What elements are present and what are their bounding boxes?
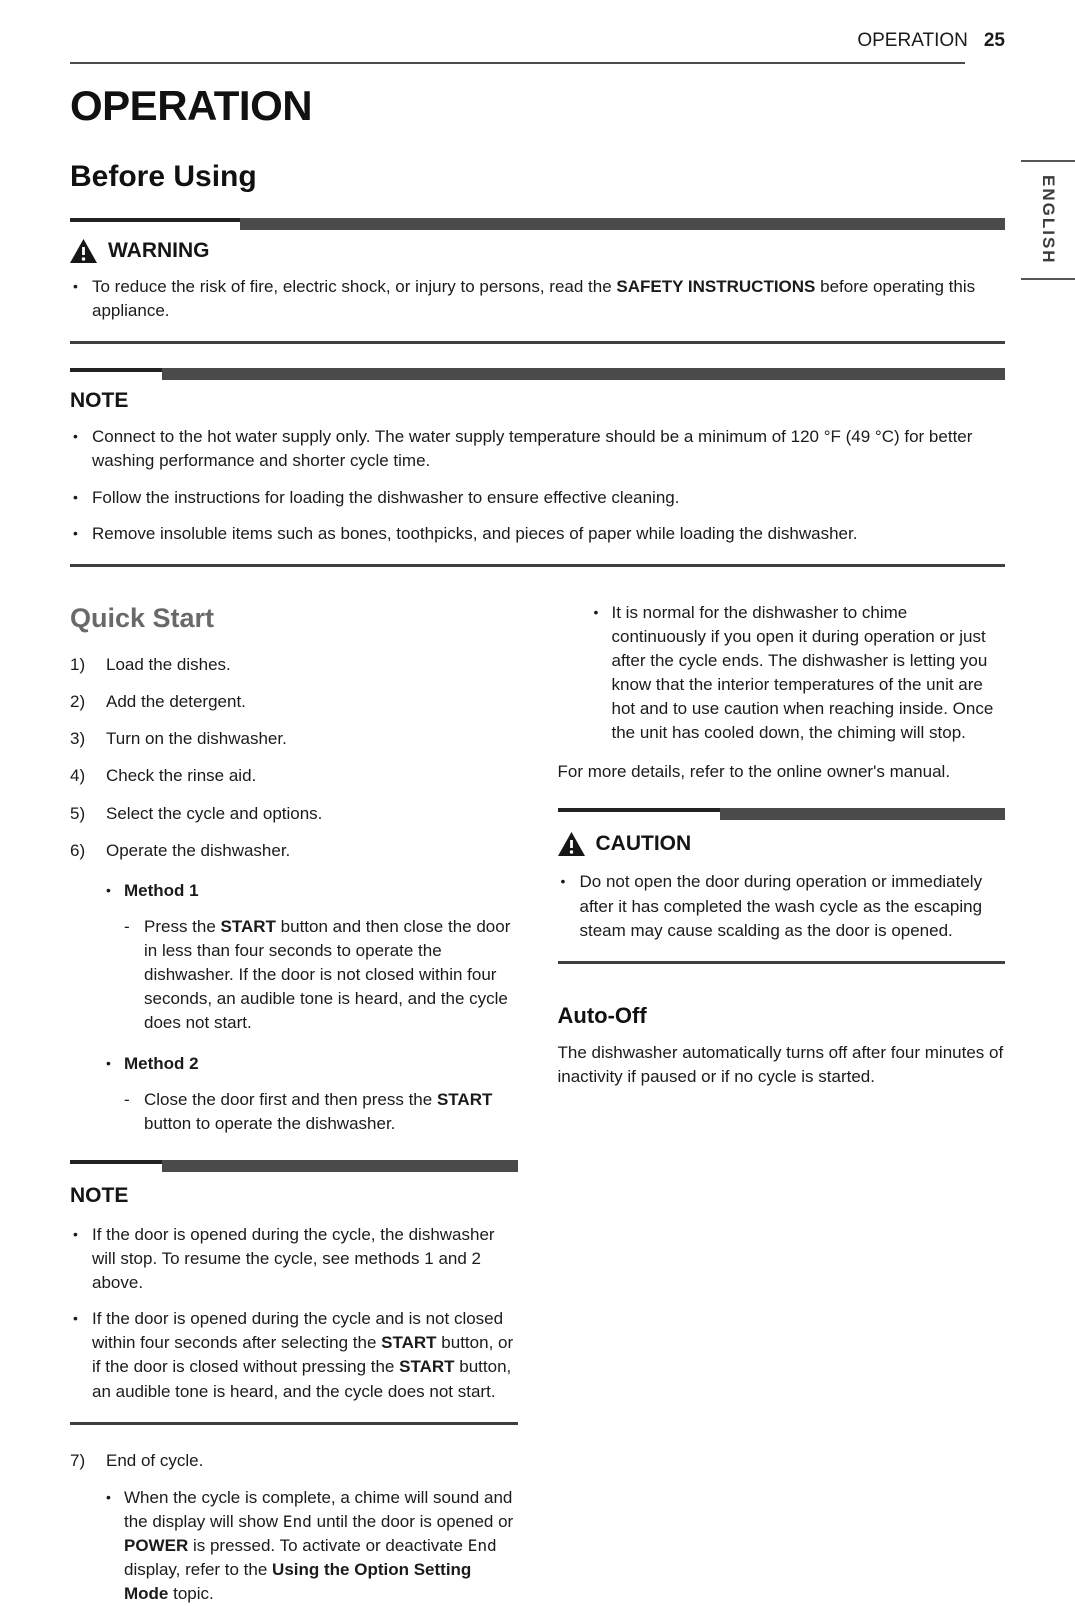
warning-label: WARNING (108, 239, 210, 262)
section-divider (70, 1422, 518, 1425)
numbered-step: 6) Operate the dishwasher. (70, 840, 291, 860)
header-section-label: OPERATION (857, 30, 968, 51)
end-of-cycle-text: When the cycle is complete, a chime will sound and the display will show End until the door is opened or POWER is pressed. To activate or deactivate End display, refer to the Using the Option Setting Mode topic. (124, 1487, 514, 1604)
note-top-label-row (70, 389, 1005, 413)
list-item (70, 425, 1005, 473)
caution-section-bar (558, 808, 1006, 820)
method-block (106, 879, 518, 1036)
language-tab (1021, 160, 1075, 280)
page-number: 25 (983, 30, 1005, 51)
note-top-label: NOTE (70, 389, 129, 413)
note-text: If the door is opened during the cycle and is not closed within four seconds after selecting the START button, or if the door is closed without pressing the START button, an audible tone is heard, and the cycle does not start. (92, 1309, 514, 1401)
chime-note-text: It is normal for the dishwasher to chime continuously if you open it during operation or just after the cycle ends. The dishwasher is letting you know that the interior temperatures of the unit are hot and to use caution when reaching inside. Once the unit has cooled down, the chiming will stop. (611, 602, 994, 743)
warning-label-row (70, 239, 1005, 263)
note-mid-body (70, 1223, 518, 1404)
right-column (558, 595, 1006, 1606)
bullet-marker: • (73, 278, 78, 294)
numbered-step: 1) Load the dishes. (70, 655, 231, 675)
numbered-step: 3) Turn on the dishwasher. (70, 729, 287, 749)
note-mid-section (70, 1160, 518, 1425)
numbered-step: 5) Select the cycle and options. (70, 803, 323, 823)
list-item (70, 1223, 518, 1295)
warning-body (70, 275, 1005, 323)
caution-triangle-icon (558, 832, 585, 856)
note-text: Follow the instructions for loading the dishwasher to ensure effective cleaning. (92, 487, 680, 507)
left-column (70, 595, 518, 1606)
auto-off-heading: Auto-Off (557, 1002, 647, 1028)
bullet-marker: • (73, 1310, 78, 1327)
method-text: Press the START button and then close the door in less than four seconds to operate the dishwasher. If the door is not closed within four seconds, an audible tone is heard, and the cycle does not start. (144, 916, 511, 1033)
note-top-section-bar (70, 368, 1005, 380)
section-divider (558, 961, 1006, 964)
list-item (70, 275, 1005, 323)
warning-text: To reduce the risk of fire, electric shock, or injury to persons, read the SAFETY INSTRUCTIONS before operating this appliance. (92, 277, 976, 321)
list-item (70, 1307, 518, 1404)
method-block (106, 1052, 518, 1136)
caution-section (558, 808, 1006, 964)
numbered-step: 7) End of cycle. (70, 1450, 204, 1470)
page-title: OPERATION (70, 82, 313, 129)
bullet-marker: • (106, 1488, 111, 1505)
language-tab-label: ENGLISH (1039, 175, 1058, 265)
bullet-marker: • (73, 1225, 78, 1242)
note-text: If the door is opened during the cycle, the dishwasher will stop. To resume the cycle, see methods 1 and 2 above. (92, 1224, 495, 1293)
note-mid-label-row (70, 1181, 518, 1211)
note-text: Remove insoluble items such as bones, toothpicks, and pieces of paper while loading the dishwasher. (92, 523, 858, 543)
page-header (70, 30, 1005, 64)
caution-body (558, 870, 1006, 942)
before-using-heading: Before Using (70, 160, 257, 193)
bullet-marker: • (106, 881, 111, 898)
caution-label: CAUTION (595, 831, 692, 855)
dash-marker: - (124, 916, 130, 936)
list-item (70, 486, 1005, 510)
quick-start-heading: Quick Start (70, 602, 215, 633)
numbered-step: 2) Add the detergent. (70, 692, 246, 712)
note-mid-section-bar (70, 1160, 518, 1172)
warning-triangle-icon (70, 239, 97, 263)
header-rule (70, 62, 965, 64)
bullet-marker: • (73, 428, 78, 445)
section-divider (70, 564, 1005, 567)
list-item (558, 870, 1006, 942)
list-item (106, 1486, 518, 1606)
auto-off-text: The dishwasher automatically turns off after four minutes of inactivity if paused or if no cycle is started. (557, 1043, 1004, 1087)
note-text: Connect to the hot water supply only. The water supply temperature should be a minimum of 120 °F (49 °C) for better washing performance and shorter cycle time. (92, 427, 973, 471)
list-item (594, 601, 1006, 746)
bullet-marker: • (593, 603, 599, 620)
warning-section-bar (70, 218, 1005, 230)
note-top-body (70, 425, 1005, 546)
list-item (70, 522, 1005, 546)
bullet-marker: • (560, 873, 566, 890)
bullet-marker: • (106, 1054, 111, 1071)
dash-marker: - (124, 1089, 130, 1109)
caution-text: Do not open the door during operation or immediately after it has completed the wash cycle as the escaping steam may cause scalding as the door is opened. (579, 872, 983, 940)
more-details-text: For more details, refer to the online owner's manual. (557, 761, 951, 781)
warning-section (70, 218, 1005, 344)
note-mid-label: NOTE (70, 1183, 129, 1207)
bullet-marker: • (73, 488, 78, 505)
method-text: Close the door first and then press the START button to operate the dishwasher. (144, 1089, 493, 1133)
section-divider (70, 341, 1005, 344)
two-column-layout (70, 595, 1005, 1606)
method-label: Method 2 (124, 1053, 199, 1073)
caution-label-row (558, 829, 1006, 859)
method-label: Method 1 (124, 880, 199, 900)
note-top-section (70, 368, 1005, 567)
bullet-marker: • (73, 524, 78, 541)
numbered-step: 4) Check the rinse aid. (70, 766, 257, 786)
methods-list (106, 879, 518, 1136)
